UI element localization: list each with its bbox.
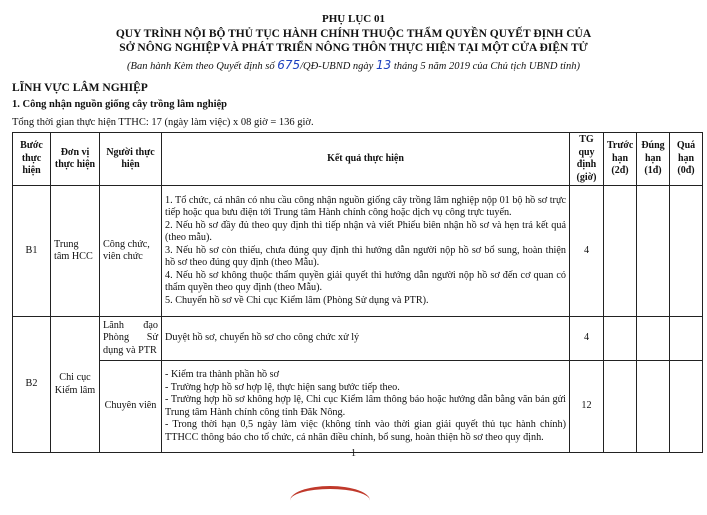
row3-early bbox=[604, 361, 637, 453]
row1-step: B1 bbox=[13, 186, 51, 317]
row3-result-line: - Trường hợp hồ sơ hợp lệ, thực hiện sang bước tiếp theo. bbox=[165, 381, 400, 393]
row3-result-line: - Trường hợp hồ sơ không hợp lệ, Chi cục Kiểm lâm thông báo hoặc hướng dẫn bằng văn bản gửi Trung tâm Hành chính công tỉnh Đăk Nông. bbox=[165, 394, 566, 418]
appendix-label: PHỤ LỤC 01 bbox=[322, 13, 385, 25]
row1-early bbox=[604, 186, 637, 317]
row2-result: Duyệt hồ sơ, chuyển hồ sơ cho công chức xử lý bbox=[162, 317, 570, 361]
row2-person: Lãnh đạo Phòng Sử dụng và PTR bbox=[100, 317, 162, 361]
row1-result-line: 5. Chuyển hồ sơ về Chi cục Kiểm lâm (Phòng Sử dụng và PTR). bbox=[165, 294, 429, 306]
row2-step: B2 bbox=[13, 317, 51, 453]
row2-unit: Chi cục Kiểm lâm bbox=[51, 317, 100, 453]
day-handwritten: 13 bbox=[375, 58, 392, 72]
table-row bbox=[13, 186, 703, 317]
table-header-row bbox=[13, 133, 703, 186]
row1-person: Công chức, viên chức bbox=[100, 186, 162, 317]
row2-early bbox=[604, 317, 637, 361]
header-unit: Đơn vị thực hiện bbox=[51, 133, 100, 186]
row3-result bbox=[162, 361, 570, 453]
header-time: TG quy định (giờ) bbox=[570, 133, 604, 186]
row3-result-line: - Kiểm tra thành phần hồ sơ bbox=[165, 369, 280, 380]
row1-late bbox=[670, 186, 703, 317]
header-early: Trước hạn (2đ) bbox=[604, 133, 637, 186]
subtitle-suffix: tháng 5 năm 2019 của Chủ tịch UBND tỉnh) bbox=[393, 61, 580, 72]
row2-ontime bbox=[637, 317, 670, 361]
header-result: Kết quả thực hiện bbox=[162, 133, 570, 186]
header-person: Người thực hiện bbox=[100, 133, 162, 186]
section-title: 1. Công nhận nguồn giống cây trồng lâm nghiệp bbox=[12, 99, 228, 110]
document-title-line1: QUY TRÌNH NỘI BỘ THỦ TỤC HÀNH CHÍNH THUỘC THẨM QUYỀN QUYẾT ĐỊNH CỦA bbox=[115, 28, 592, 40]
field-title: LĨNH VỰC LÂM NGHIỆP bbox=[12, 82, 148, 94]
decision-subtitle bbox=[0, 58, 707, 72]
row2-late bbox=[670, 317, 703, 361]
row3-result-line: - Trong thời hạn 0,5 ngày làm việc (không tính vào thời gian giải quyết thủ tục hành chính) TTHCC thông báo cho tổ chức, cá nhân điều chỉnh, bổ sung, hoàn thiện hồ sơ theo quy định. bbox=[165, 419, 566, 443]
row1-result-line: 2. Nếu hồ sơ đầy đủ theo quy định thì tiếp nhận và viết Phiếu biên nhận hồ sơ và hẹn trả kết quả (theo mẫu). bbox=[165, 219, 566, 244]
decision-number-handwritten: 675 bbox=[277, 58, 301, 72]
row1-result bbox=[162, 186, 570, 317]
header-ontime: Đúng hạn (1đ) bbox=[637, 133, 670, 186]
page-number: 1 bbox=[351, 448, 356, 459]
procedure-table bbox=[12, 132, 703, 453]
row1-result-line: 4. Nếu hồ sơ không thuộc thẩm quyền giải quyết thì hướng dẫn người nộp hồ sơ đến cơ quan có thẩm quyền theo quy định (theo Mẫu). bbox=[165, 269, 566, 294]
row1-time: 4 bbox=[570, 186, 604, 317]
row1-result-line: 3. Nếu hồ sơ còn thiếu, chưa đúng quy định thì hướng dẫn người nộp hồ sơ bổ sung, hoàn thiện hồ sơ theo đúng quy định (theo Mẫu). bbox=[165, 244, 566, 269]
table-row bbox=[13, 317, 703, 361]
subtitle-prefix: (Ban hành Kèm theo Quyết định số bbox=[127, 61, 275, 72]
header-step: Bước thực hiện bbox=[13, 133, 51, 186]
document-title-line2: SỞ NÔNG NGHIỆP VÀ PHÁT TRIỂN NÔNG THÔN THỰC HIỆN TẠI MỘT CỬA ĐIỆN TỬ bbox=[119, 42, 588, 54]
row3-ontime bbox=[637, 361, 670, 453]
total-time-statement: Tổng thời gian thực hiện TTHC: 17 (ngày làm việc) x 08 giờ = 136 giờ. bbox=[12, 117, 314, 128]
row3-person: Chuyên viên bbox=[100, 361, 162, 453]
row1-result-line: 1. Tổ chức, cá nhân có nhu cầu công nhận nguồn giống cây trồng lâm nghiệp nộp 01 bộ hồ sơ trực tiếp hoặc qua bưu điện tới Trung tâm Hành chính công hoặc dịch vụ công trực tuyến. bbox=[165, 194, 566, 219]
red-seal-stamp bbox=[290, 486, 370, 515]
table-row bbox=[13, 361, 703, 453]
row3-time: 12 bbox=[570, 361, 604, 453]
subtitle-middle: /QĐ-UBND ngày bbox=[300, 61, 374, 72]
row3-late bbox=[670, 361, 703, 453]
row2-time: 4 bbox=[570, 317, 604, 361]
row1-unit: Trung tâm HCC bbox=[51, 186, 100, 317]
row1-ontime bbox=[637, 186, 670, 317]
header-late: Quá hạn (0đ) bbox=[670, 133, 703, 186]
